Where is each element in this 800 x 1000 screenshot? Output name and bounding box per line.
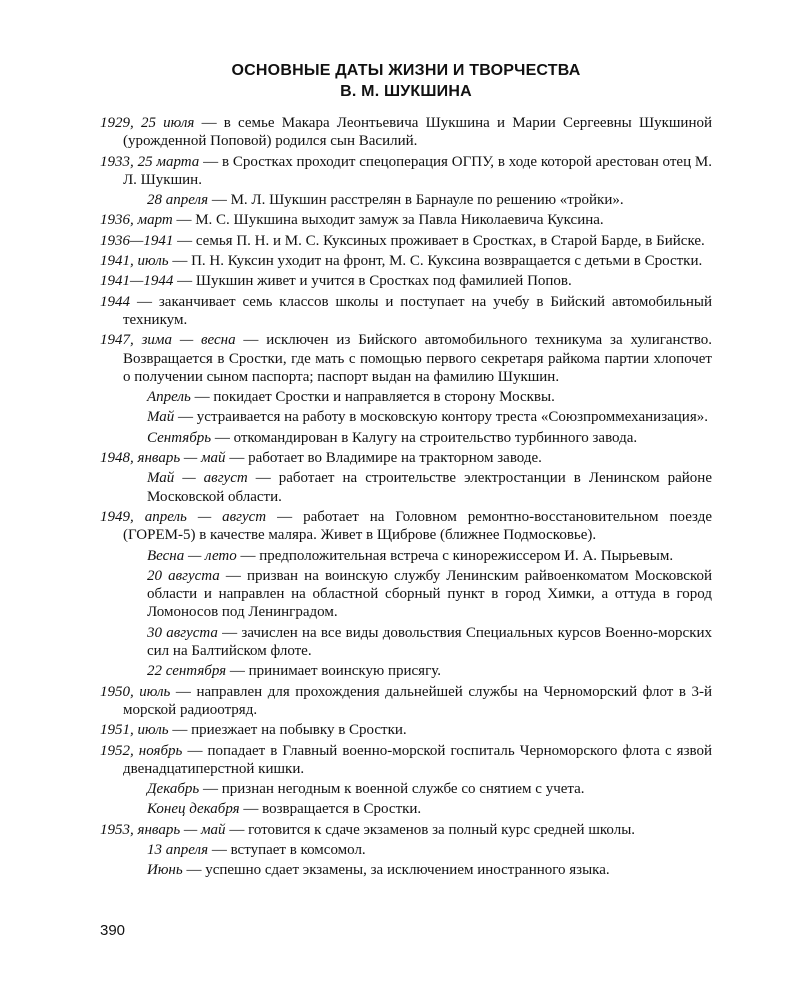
entry-text: приезжает на побывку в Сростки. — [191, 722, 407, 739]
chronology-entry — [100, 508, 712, 545]
entry-text: принимает воинскую присягу. — [248, 663, 441, 680]
chronology-entry — [100, 331, 712, 386]
entry-separator: — — [229, 663, 245, 680]
entry-separator: — — [201, 115, 217, 131]
entry-text: М. С. Шукшина выходит замуж за Павла Николаевича Куксина. — [195, 212, 604, 229]
entry-date: Сентябрь — [147, 429, 212, 446]
entry-date: 28 апреля — [147, 192, 209, 209]
entry-separator: — — [214, 429, 230, 446]
chronology-entry — [100, 547, 712, 565]
chronology-entry — [100, 800, 712, 818]
chronology-entry — [100, 388, 712, 406]
entry-text: работает на Головном ремонтно-восстановительном поезде (ГОРЕМ-5) в качестве маляра. Живет в Щиброве (ближнее Подмосковье). — [123, 508, 713, 544]
entry-text: готовится к сдаче экзаменов за полный курс средней школы. — [248, 821, 636, 838]
entry-separator: — — [211, 192, 227, 209]
page-title — [100, 60, 712, 102]
entry-date: Июнь — [147, 862, 183, 879]
chronology-entry — [100, 469, 712, 506]
entry-date: 1929, 25 июля — [100, 115, 195, 131]
entry-date: 1933, 25 марта — [100, 153, 200, 170]
title-line-2: В. М. ШУКШИНА — [340, 83, 472, 100]
entry-text: вступает в комсомол. — [230, 841, 366, 858]
entry-date: 1941, июль — [100, 253, 169, 270]
entry-date: 1936—1941 — [100, 232, 174, 249]
chronology-entry — [100, 191, 712, 209]
page-number: 390 — [100, 922, 126, 939]
entry-separator: — — [225, 567, 241, 584]
chronology-entry — [100, 780, 712, 798]
chronology-entry — [100, 211, 712, 229]
chronology-entry — [100, 153, 712, 190]
entry-date: Апрель — [147, 389, 191, 406]
entry-text: работает во Владимире на тракторном заводе. — [248, 450, 542, 467]
chronology-entry — [100, 429, 712, 447]
entry-text: в семье Макара Леонтьевича Шукшина и Марии Сергеевны Шукшиной (урожденной Поповой) родился сын Василий. — [123, 115, 713, 150]
entry-text: успешно сдает экзамены, за исключением иностранного языка. — [205, 862, 610, 879]
entry-separator: — — [178, 409, 194, 426]
entry-date: 1949, апрель — август — [100, 508, 267, 525]
entry-separator: — — [202, 781, 218, 798]
entry-separator: — — [172, 722, 188, 739]
entry-separator: — — [177, 232, 193, 249]
entry-date: Весна — лето — [147, 547, 237, 564]
entry-separator: — — [172, 253, 188, 270]
entry-separator: — — [229, 450, 245, 467]
entry-separator: — — [240, 547, 256, 564]
entry-text: возвращается в Сростки. — [262, 801, 422, 818]
chronology-entry — [100, 841, 712, 859]
entry-date: 1948, январь — май — [100, 450, 226, 467]
entry-text: откомандирован в Калугу на строительство турбинного завода. — [233, 429, 638, 446]
chronology-entry — [100, 114, 712, 151]
chronology-entry — [100, 721, 712, 739]
entry-separator: — — [177, 273, 193, 290]
entry-date: 1947, зима — весна — [100, 332, 236, 349]
chronology-entry — [100, 408, 712, 426]
entry-date: 1953, январь — май — [100, 821, 226, 838]
entry-date: 22 сентября — [147, 663, 227, 680]
chronology-entry — [100, 232, 712, 250]
entry-separator: — — [176, 212, 192, 229]
entry-date: 20 августа — [147, 567, 220, 584]
entry-separator: — — [255, 470, 271, 487]
entry-separator: — — [277, 508, 293, 525]
entry-date: 1952, ноябрь — [100, 742, 183, 759]
entry-text: П. Н. Куксин уходит на фронт, М. С. Куксина возвращается с детьми в Сростки. — [191, 253, 703, 270]
entry-text: заканчивает семь классов школы и поступает на учебу в Бийский автомобильный техникум. — [123, 293, 713, 328]
entry-date: 13 апреля — [147, 841, 209, 858]
chronology-entry — [100, 742, 712, 779]
chronology-entry — [100, 449, 712, 467]
chronology-entry — [100, 567, 712, 622]
entry-date: Май — [147, 409, 175, 426]
entry-text: работает на строительстве электростанции в Ленинском районе Московской области. — [147, 470, 712, 505]
entry-separator: — — [203, 153, 219, 170]
entry-separator: — — [136, 293, 152, 310]
entry-text: Шукшин живет и учится в Сростках под фамилией Попов. — [195, 273, 572, 290]
entry-date: 1944 — [100, 293, 130, 310]
entry-text: зачислен на все виды довольствия Специальных курсов Военно-морских сил на Балтийском флоте. — [147, 624, 713, 660]
chronology-entry — [100, 821, 712, 839]
entry-separator: — — [222, 624, 238, 641]
chronology-entry — [100, 861, 712, 879]
entry-separator: — — [175, 683, 191, 700]
entry-text: призван на воинскую службу Ленинским райвоенкоматом Московской области и направлен на областной сборный пункт в город Химки, а оттуда в город Ломоносов под Ленинградом. — [147, 567, 712, 621]
entry-separator: — — [243, 332, 259, 349]
chronology-entry — [100, 683, 712, 720]
entry-separator: — — [187, 742, 203, 759]
chronology-entry — [100, 252, 712, 270]
entry-text: в Сростках проходит спецоперация ОГПУ, в ходе которой арестован отец М. Л. Шукшин. — [123, 153, 713, 188]
entry-date: 30 августа — [147, 624, 218, 641]
chronology-entry — [100, 662, 712, 680]
entry-text: предположительная встреча с кинорежиссером И. А. Пырьевым. — [259, 547, 674, 564]
chronology-list — [100, 114, 712, 882]
entry-text: покидает Сростки и направляется в сторону Москвы. — [213, 389, 555, 406]
entry-separator: — — [194, 389, 210, 406]
entry-separator: — — [211, 841, 227, 858]
entry-text: устраивается на работу в московскую контору треста «Союзпроммеханизация». — [196, 409, 708, 426]
title-line-1: ОСНОВНЫЕ ДАТЫ ЖИЗНИ И ТВОРЧЕСТВА — [231, 62, 581, 79]
entry-text: направлен для прохождения дальнейшей службы на Черноморский флот в 3-й морской радиоотряд. — [123, 683, 713, 718]
entry-date: 1950, июль — [100, 683, 171, 700]
entry-text: попадает в Главный военно-морской госпиталь Черноморского флота с язвой двенадцатиперстной кишки. — [123, 742, 713, 777]
entry-date: Декабрь — [147, 781, 200, 798]
entry-date: 1936, март — [100, 212, 173, 229]
entry-text: признан негодным к военной службе со снятием с учета. — [221, 781, 585, 798]
entry-text: исключен из Бийского автомобильного техникума за хулиганство. Возвращается в Сростки, где мать с помощью первого секретаря райкома партии хлопочет о получении сыном паспорта; паспорт выдан на фамилию Шукшин. — [123, 332, 713, 385]
entry-date: Конец декабря — [147, 801, 240, 818]
entry-text: семья П. Н. и М. С. Куксиных проживает в Сростках, в Старой Барде, в Бийске. — [195, 232, 705, 249]
entry-date: 1951, июль — [100, 722, 169, 739]
entry-date: 1941—1944 — [100, 273, 174, 290]
entry-separator: — — [186, 862, 202, 879]
entry-separator: — — [229, 821, 245, 838]
chronology-entry — [100, 624, 712, 661]
entry-separator: — — [243, 801, 259, 818]
entry-text: М. Л. Шукшин расстрелян в Барнауле по решению «тройки». — [230, 192, 624, 209]
chronology-entry — [100, 272, 712, 290]
chronology-entry — [100, 293, 712, 330]
entry-date: Май — август — [147, 470, 248, 487]
